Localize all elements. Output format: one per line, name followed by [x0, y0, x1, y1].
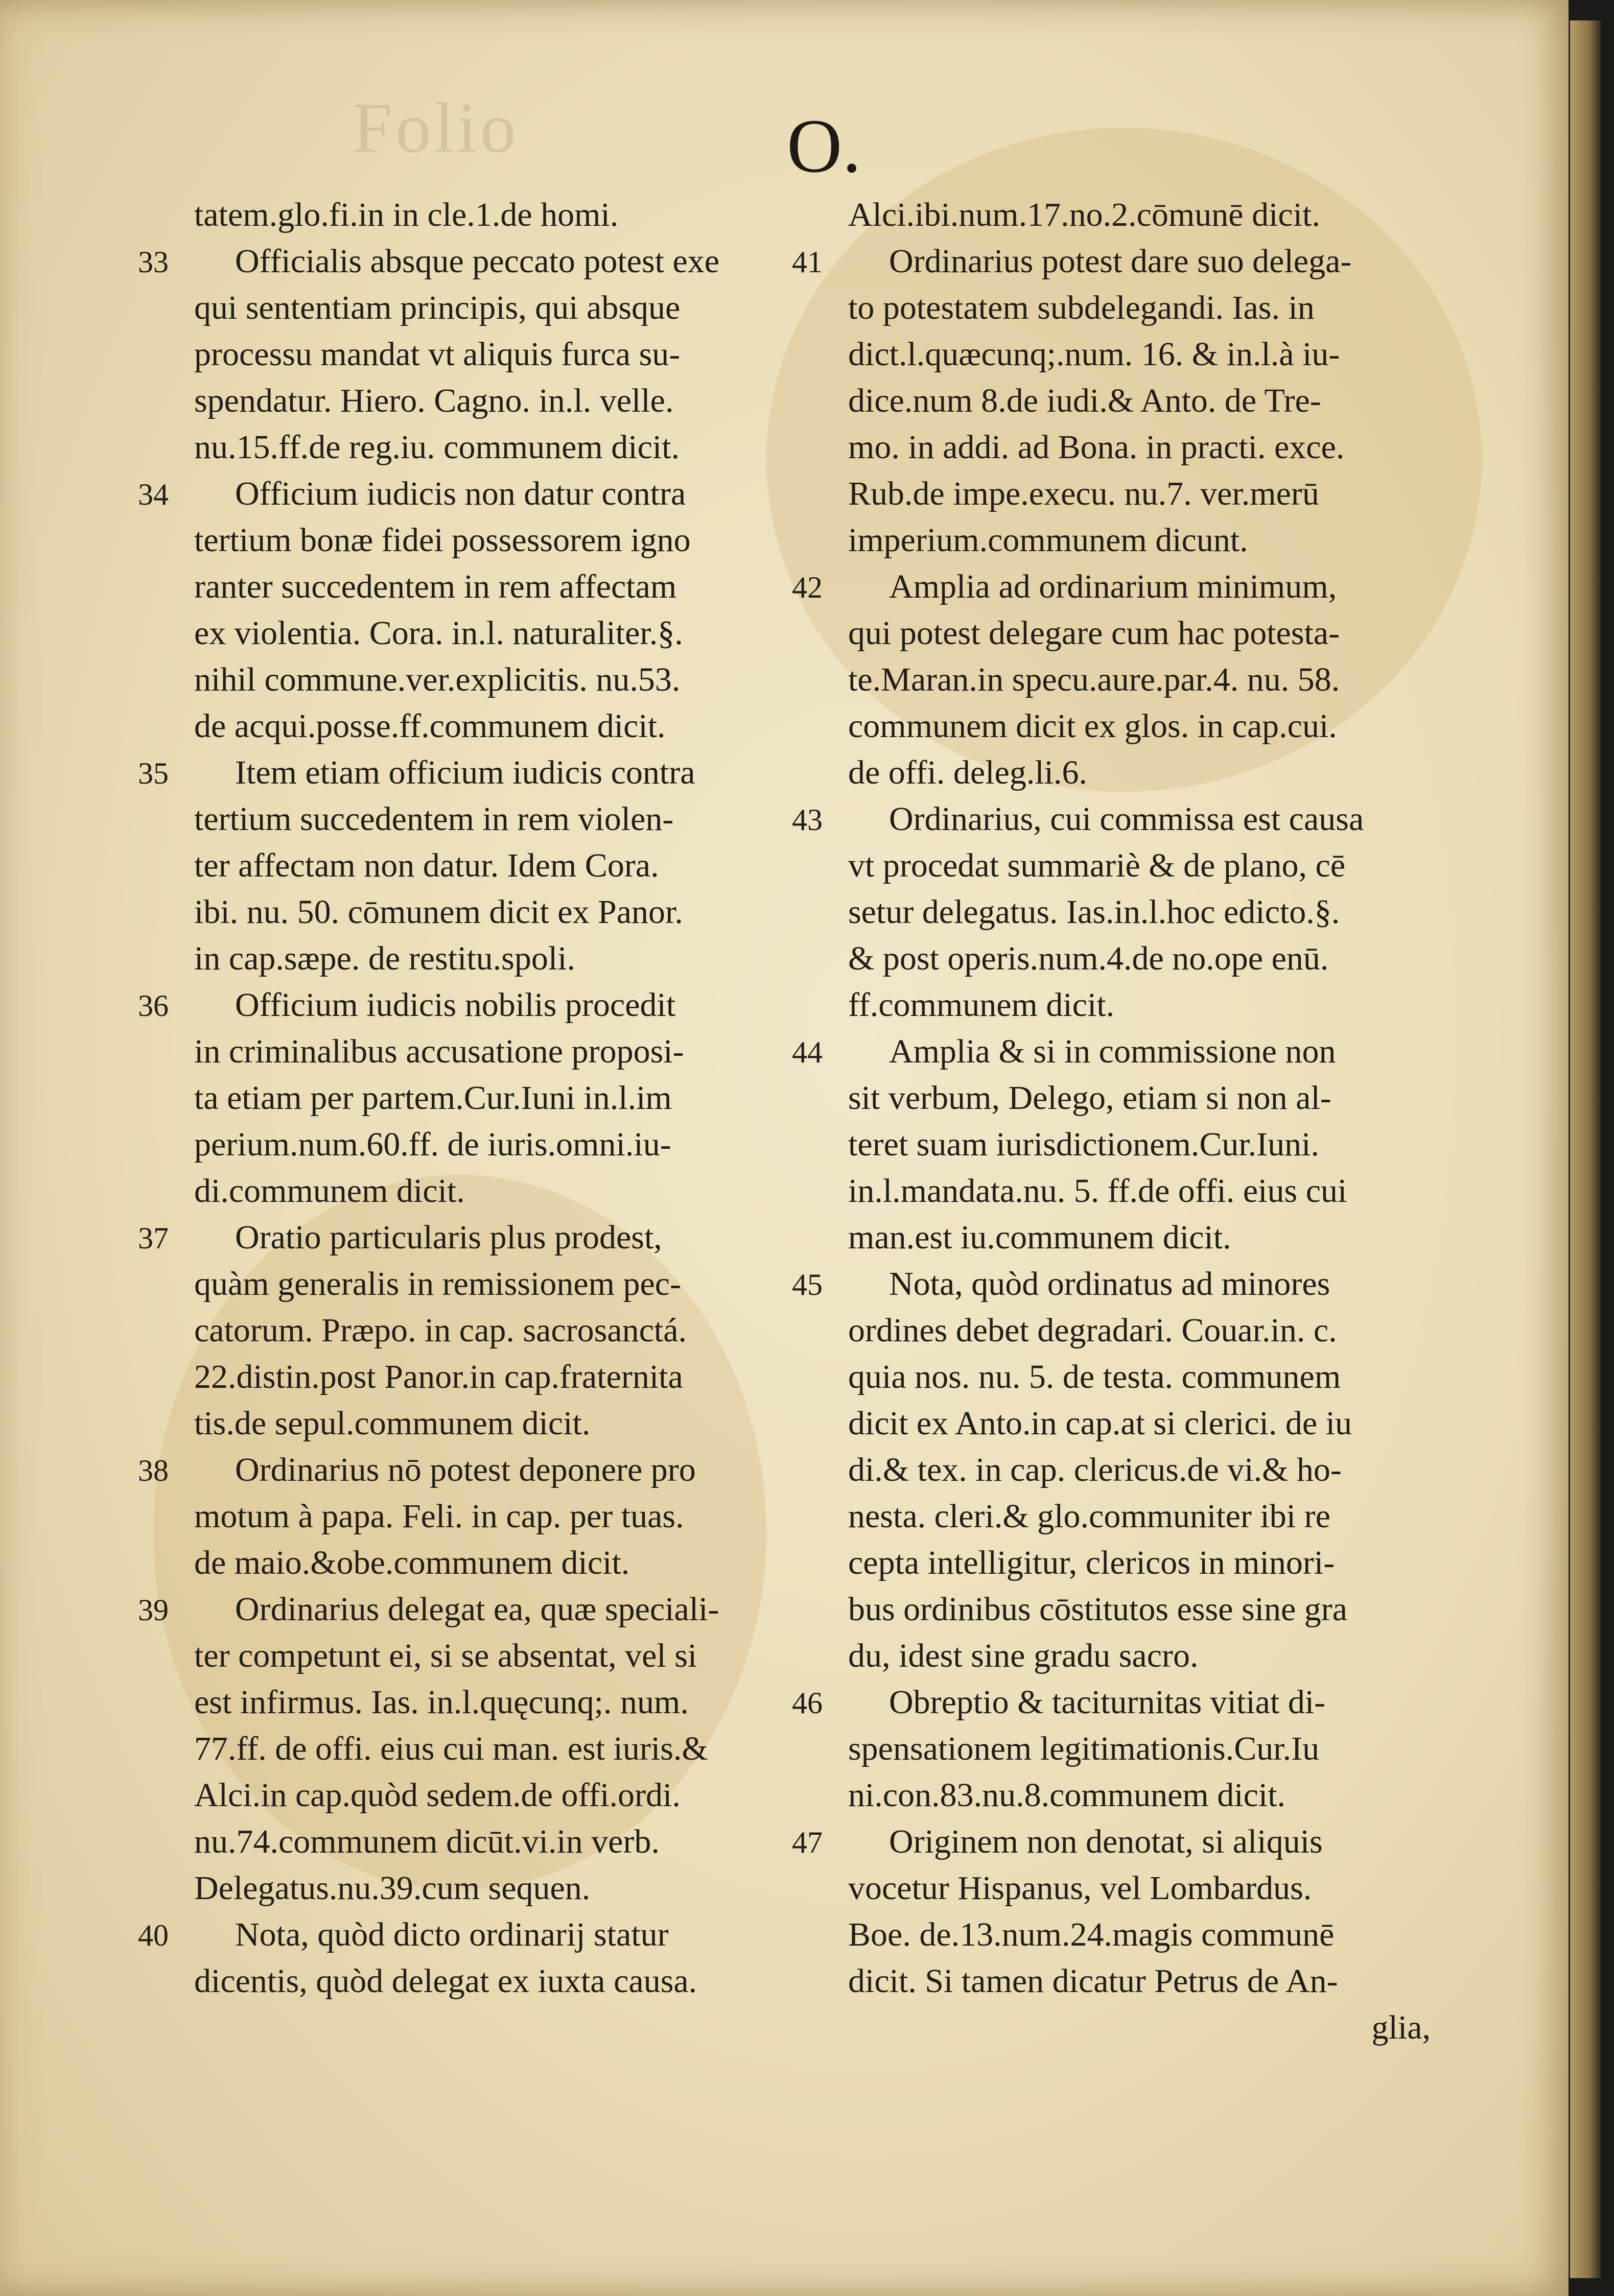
- line-text: spendatur. Hiero. Cagno. in.l. velle.: [194, 382, 674, 419]
- text-line: 44 Amplia & si in commissione non: [792, 1033, 1336, 1070]
- text-line: 45 Nota, quòd ordinatus ad minores: [792, 1265, 1330, 1303]
- line-text: man.est iu.communem dicit.: [848, 1219, 1231, 1256]
- page-header-letter: O.: [787, 104, 861, 188]
- text-line: [194, 1121, 807, 1168]
- line-text: quia nos. nu. 5. de testa. communem: [848, 1358, 1341, 1395]
- line-text: du, idest sine gradu sacro.: [848, 1637, 1199, 1674]
- line-text: motum à papa. Feli. in cap. per tuas.: [194, 1498, 684, 1535]
- text-line: [848, 610, 1431, 656]
- text-line: [194, 563, 807, 610]
- text-line: [848, 889, 1431, 935]
- text-line: 40 Nota, quòd dicto ordinarij statur: [138, 1916, 669, 1953]
- line-text: Nota, quòd dicto ordinarij statur: [235, 1916, 669, 1953]
- line-text: Delegatus.nu.39.cum sequen.: [194, 1869, 591, 1907]
- text-line: [194, 192, 807, 238]
- text-line: [194, 935, 807, 982]
- text-line: [848, 1586, 1431, 1632]
- text-line: [194, 424, 807, 470]
- text-line: [848, 1075, 1431, 1121]
- text-line: [194, 889, 807, 935]
- line-text: vocetur Hispanus, vel Lombardus.: [848, 1869, 1312, 1907]
- line-text: Oratio particularis plus prodest,: [235, 1219, 662, 1256]
- line-text: de maio.&obe.communem dicit.: [194, 1544, 630, 1581]
- text-line: [194, 1354, 807, 1400]
- text-line: [194, 1865, 807, 1911]
- text-line: [194, 703, 807, 749]
- line-text: in.l.mandata.nu. 5. ff.de offi. eius cui: [848, 1172, 1347, 1210]
- line-text: communem dicit ex glos. in cap.cui.: [848, 707, 1337, 745]
- text-line: [194, 610, 807, 656]
- line-text: nihil commune.ver.explicitis. nu.53.: [194, 661, 681, 698]
- left-text-column: [138, 192, 807, 2004]
- text-line: [848, 1772, 1431, 1818]
- text-line: [848, 1958, 1431, 2004]
- line-text: Ordinarius nō potest deponere pro: [235, 1451, 696, 1488]
- text-line: [848, 424, 1431, 470]
- line-text: nu.74.communem dicūt.vi.in verb.: [194, 1823, 660, 1860]
- text-line: [194, 842, 807, 889]
- line-text: Nota, quòd ordinatus ad minores: [889, 1265, 1330, 1303]
- line-text: Obreptio & taciturnitas vitiat di-: [889, 1684, 1326, 1721]
- text-line: [848, 1354, 1431, 1400]
- text-line: [848, 331, 1431, 377]
- text-line: [848, 982, 1431, 1028]
- line-text: in cap.sæpe. de restitu.spoli.: [194, 940, 576, 977]
- line-text: ordines debet degradari. Couar.in. c.: [848, 1312, 1337, 1349]
- text-line: [194, 1958, 807, 2004]
- line-text: ff.communem dicit.: [848, 986, 1115, 1024]
- text-line: [848, 377, 1431, 424]
- text-line: [194, 1168, 807, 1214]
- line-text: tertium bonæ fidei possessorem igno: [194, 522, 691, 559]
- text-line: [194, 1400, 807, 1447]
- text-line: 46 Obreptio & taciturnitas vitiat di-: [792, 1684, 1326, 1721]
- text-line: [848, 1493, 1431, 1540]
- text-line: [848, 1725, 1431, 1772]
- line-text: mo. in addi. ad Bona. in practi. exce.: [848, 429, 1345, 466]
- text-line: 47 Originem non denotat, si aliquis: [792, 1823, 1323, 1860]
- text-line: [194, 1818, 807, 1865]
- line-text: dicit. Si tamen dicatur Petrus de An-: [848, 1962, 1338, 2000]
- text-line: 42 Amplia ad ordinarium minimum,: [792, 568, 1337, 605]
- line-text: Item etiam officium iudicis contra: [235, 754, 695, 791]
- line-text: dict.l.quæcunq;.num. 16. & in.l.à iu-: [848, 336, 1340, 373]
- line-text: tertium succedentem in rem violen-: [194, 800, 674, 838]
- line-text: qui sententiam principis, qui absque: [194, 289, 681, 326]
- line-text: processu mandat vt aliquis furca su-: [194, 336, 681, 373]
- line-text: est infirmus. Ias. in.l.quęcunq;. num.: [194, 1684, 689, 1721]
- right-text-column: [792, 192, 1431, 2051]
- line-text: dicit ex Anto.in cap.at si clerici. de iu: [848, 1405, 1352, 1442]
- line-text: Boe. de.13.num.24.magis communē: [848, 1916, 1335, 1953]
- line-text: ex violentia. Cora. in.l. naturaliter.§.: [194, 614, 683, 652]
- line-text: dice.num 8.de iudi.& Anto. de Tre-: [848, 382, 1321, 419]
- line-text: te.Maran.in specu.aure.par.4. nu. 58.: [848, 661, 1340, 698]
- text-line: [848, 1400, 1431, 1447]
- text-line: 38 Ordinarius nō potest deponere pro: [138, 1451, 696, 1488]
- text-line: [194, 1725, 807, 1772]
- line-text: ter competunt ei, si se absentat, vel si: [194, 1637, 697, 1674]
- text-line: 33 Officialis absque peccato potest exe: [138, 243, 720, 280]
- line-text: Alci.ibi.num.17.no.2.cōmunē dicit.: [848, 196, 1320, 233]
- line-text: Ordinarius potest dare suo delega-: [889, 243, 1352, 280]
- text-line: [848, 1540, 1431, 1586]
- line-text: in criminalibus accusatione proposi-: [194, 1033, 684, 1070]
- line-text: ter affectam non datur. Idem Cora.: [194, 847, 659, 884]
- line-text: dicentis, quòd delegat ex iuxta causa.: [194, 1962, 697, 2000]
- line-text: ibi. nu. 50. cōmunem dicit ex Panor.: [194, 893, 683, 931]
- text-line: [848, 192, 1431, 238]
- line-text: imperium.communem dicunt.: [848, 522, 1248, 559]
- line-text: glia,: [1371, 2009, 1431, 2046]
- line-text: sit verbum, Delego, etiam si non al-: [848, 1079, 1331, 1117]
- text-line: [848, 1168, 1431, 1214]
- text-line: [848, 2004, 1431, 2051]
- text-line: 39 Ordinarius delegat ea, quæ speciali-: [138, 1591, 719, 1628]
- line-text: Officium iudicis nobilis procedit: [235, 986, 676, 1024]
- text-line: [194, 1540, 807, 1586]
- text-line: [848, 1307, 1431, 1354]
- text-line: 41 Ordinarius potest dare suo delega-: [792, 243, 1352, 280]
- text-line: [194, 1261, 807, 1307]
- line-text: de acqui.posse.ff.communem dicit.: [194, 707, 666, 745]
- line-text: Originem non denotat, si aliquis: [889, 1823, 1323, 1860]
- text-line: [194, 331, 807, 377]
- text-line: [848, 656, 1431, 703]
- line-text: 22.distin.post Panor.in cap.fraternita: [194, 1358, 683, 1395]
- text-line: [848, 470, 1431, 517]
- line-text: ranter succedentem in rem affectam: [194, 568, 677, 605]
- text-line: [194, 1493, 807, 1540]
- line-text: setur delegatus. Ias.in.l.hoc edicto.§.: [848, 893, 1340, 931]
- text-line: 35 Item etiam officium iudicis contra: [138, 754, 695, 791]
- line-text: perium.num.60.ff. de iuris.omni.iu-: [194, 1126, 671, 1163]
- text-line: [194, 517, 807, 563]
- line-text: ni.con.83.nu.8.communem dicit.: [848, 1777, 1286, 1814]
- line-text: Officium iudicis non datur contra: [235, 475, 686, 512]
- text-line: [848, 1632, 1431, 1679]
- text-line: [194, 1075, 807, 1121]
- line-text: qui potest delegare cum hac potesta-: [848, 614, 1340, 652]
- line-text: de offi. deleg.li.6.: [848, 754, 1087, 791]
- text-line: [848, 1121, 1431, 1168]
- text-line: [194, 1307, 807, 1354]
- line-text: spensationem legitimationis.Cur.Iu: [848, 1730, 1320, 1767]
- bleed-through-text: Folio: [353, 88, 519, 168]
- text-line: 37 Oratio particularis plus prodest,: [138, 1219, 662, 1256]
- line-text: quàm generalis in remissionem pec-: [194, 1265, 682, 1303]
- line-text: cepta intelligitur, clericos in minori-: [848, 1544, 1335, 1581]
- text-line: [848, 749, 1431, 796]
- text-line: [194, 285, 807, 331]
- line-text: di.communem dicit.: [194, 1172, 465, 1210]
- line-text: & post operis.num.4.de no.ope enū.: [848, 940, 1329, 977]
- line-text: catorum. Præpo. in cap. sacrosanctá.: [194, 1312, 687, 1349]
- text-line: [194, 377, 807, 424]
- line-text: tatem.glo.fi.in in cle.1.de homi.: [194, 196, 619, 233]
- line-text: Amplia ad ordinarium minimum,: [889, 568, 1337, 605]
- text-line: [848, 1214, 1431, 1261]
- text-line: [848, 842, 1431, 889]
- text-line: [848, 1865, 1431, 1911]
- line-text: teret suam iurisdictionem.Cur.Iuni.: [848, 1126, 1320, 1163]
- text-line: [848, 517, 1431, 563]
- text-line: [848, 1447, 1431, 1493]
- text-line: [194, 1772, 807, 1818]
- line-text: ta etiam per partem.Cur.Iuni in.l.im: [194, 1079, 672, 1117]
- text-line: [194, 796, 807, 842]
- text-line: [194, 1028, 807, 1075]
- text-line: [848, 285, 1431, 331]
- line-text: bus ordinibus cōstitutos esse sine gra: [848, 1591, 1348, 1628]
- text-line: 36 Officium iudicis nobilis procedit: [138, 986, 676, 1024]
- text-line: [848, 935, 1431, 982]
- line-text: Ordinarius delegat ea, quæ speciali-: [235, 1591, 719, 1628]
- text-line: [194, 1632, 807, 1679]
- line-text: nu.15.ff.de reg.iu. communem dicit.: [194, 429, 680, 466]
- line-text: 77.ff. de offi. eius cui man. est iuris.&: [194, 1730, 708, 1767]
- line-text: Alci.in cap.quòd sedem.de offi.ordi.: [194, 1777, 681, 1814]
- line-text: nesta. cleri.& glo.communiter ibi re: [848, 1498, 1330, 1535]
- line-text: vt procedat summariè & de plano, cē: [848, 847, 1346, 884]
- line-text: Amplia & si in commissione non: [889, 1033, 1336, 1070]
- text-line: [194, 1679, 807, 1725]
- text-line: 43 Ordinarius, cui commissa est causa: [792, 800, 1364, 838]
- line-text: di.& tex. in cap. clericus.de vi.& ho-: [848, 1451, 1342, 1488]
- line-text: tis.de sepul.communem dicit.: [194, 1405, 591, 1442]
- line-text: Ordinarius, cui commissa est causa: [889, 800, 1364, 838]
- line-text: Rub.de impe.execu. nu.7. ver.merū: [848, 475, 1319, 512]
- text-line: [848, 1911, 1431, 1958]
- text-line: [194, 656, 807, 703]
- line-text: Officialis absque peccato potest exe: [235, 243, 720, 280]
- adjacent-page-edge: [1569, 20, 1601, 2278]
- text-line: 34 Officium iudicis non datur contra: [138, 475, 686, 512]
- text-line: [848, 703, 1431, 749]
- line-text: to potestatem subdelegandi. Ias. in: [848, 289, 1315, 326]
